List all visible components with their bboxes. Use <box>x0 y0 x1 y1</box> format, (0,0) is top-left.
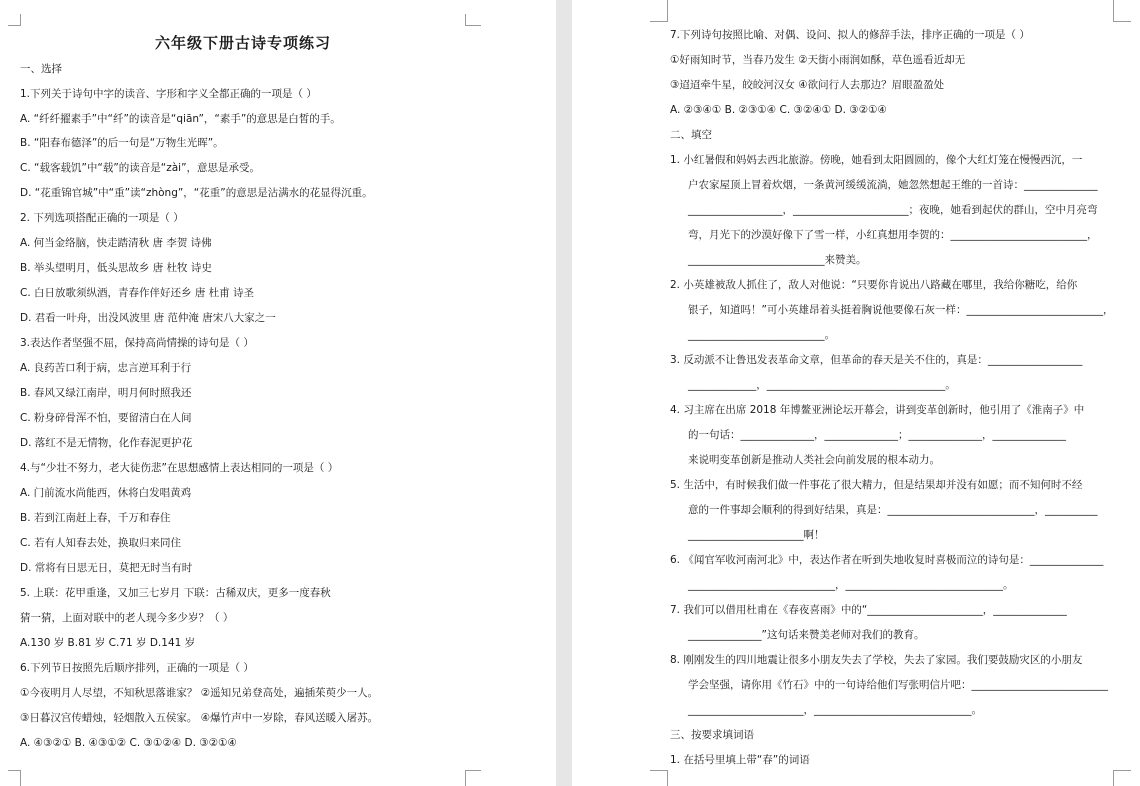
document-title: 六年级下册古诗专项练习 <box>154 34 331 52</box>
crop-mark <box>650 21 668 22</box>
answer-option: C. 白日放歌须纵酒，青春作伴好还乡 唐 杜甫 诗圣 <box>20 287 255 299</box>
section-heading-fill: 二、填空 <box>670 129 712 141</box>
question-text: ______________________，______________________________。 <box>688 704 982 716</box>
question-text: _____________，__________________________________。 <box>688 379 956 391</box>
question-text: 弯，月光下的沙漠好像下了雪一样，小红真想用李贺的：__________________________， <box>688 229 1098 241</box>
question-text: 5. 上联：花甲重逢，又加三七岁月 下联：古稀双庆，更多一度春秋 <box>20 587 331 599</box>
section-heading-words: 三、按要求填词语 <box>670 729 754 741</box>
right-page <box>572 0 1140 786</box>
answer-option: A. 门前流水尚能西，休将白发唱黄鸡 <box>20 487 192 499</box>
question-text: 5. 生活中，有时候我们做一件事花了很大精力，但是结果却并没有如愿；而不知何时不经 <box>670 479 1083 491</box>
crop-mark <box>1113 0 1114 22</box>
question-text: 4.与“少壮不努力，老大徒伤悲”在思想感情上表达相同的一项是（ ） <box>20 462 339 474</box>
answer-option: A. 何当金络脑，快走踏清秋 唐 李贺 诗佛 <box>20 237 212 249</box>
crop-mark <box>8 770 21 771</box>
question-text: 6. 《闻官军收河南河北》中，表达作者在听到失地收复时喜极而泣的诗句是：______________ <box>670 554 1104 566</box>
question-text: __________________________。 <box>688 329 835 341</box>
answer-option: D. 君看一叶舟，出没风波里 唐 范仲淹 唐宋八大家之一 <box>20 312 276 324</box>
answer-option: C. 粉身碎骨浑不怕，要留清白在人间 <box>20 412 192 424</box>
answer-option: D. “花重锦官城”中“重”读“zhòng”，“花重”的意思是沾满水的花显得沉重。 <box>20 187 373 199</box>
crop-mark <box>1113 770 1131 771</box>
question-text: 8. 刚刚发生的四川地震让很多小朋友失去了学校，失去了家园。我们要鼓励灾区的小朋友 <box>670 654 1083 666</box>
question-text: 银子，知道吗！”可小英雄昂着头挺着胸说他要像石灰一样：__________________________， <box>688 304 1114 316</box>
answer-option: ①今夜明月人尽望，不知秋思落谁家？ ②遥知兄弟登高处，遍插茱萸少一人。 <box>20 687 379 699</box>
answer-option: C. “载客载饥”中“载”的读音是“zài”，意思是承受。 <box>20 162 261 174</box>
question-text: 1. 小红暑假和妈妈去西北旅游。傍晚，她看到太阳圆圆的，像个大红灯笼在慢慢西沉，一 <box>670 154 1083 166</box>
answer-option: B. 举头望明月，低头思故乡 唐 杜牧 诗史 <box>20 262 212 274</box>
question-text: 猜一猜，上面对联中的老人现今多少岁？（ ） <box>20 612 234 624</box>
question-text: 4. 习主席在出席 2018 年博鳌亚洲论坛开幕会，讲到变革创新时，他引用了《淮南子》中 <box>670 404 1085 416</box>
answer-option: A. ④③②① B. ④③①② C. ③①②④ D. ③②①④ <box>20 737 237 749</box>
answer-option: D. 落红不是无情物，化作春泥更护花 <box>20 437 193 449</box>
question-text: 7.下列诗句按照比喻、对偶、设问、拟人的修辞手法，排序正确的一项是（ ） <box>670 29 1030 41</box>
answer-option: B. “阳春布德泽”的后一句是“万物生光晖”。 <box>20 137 224 149</box>
question-text: ______________________啊！ <box>688 529 825 541</box>
crop-mark <box>1113 770 1114 786</box>
answer-option: ①好雨知时节，当春乃发生 ②天街小雨润如酥，草色遥看近却无 <box>670 54 966 66</box>
answer-option: A. ②③④① B. ②③①④ C. ③②④① D. ③②①④ <box>670 104 887 116</box>
answer-option: A.130 岁 B.81 岁 C.71 岁 D.141 岁 <box>20 637 196 649</box>
question-text: ______________”这句话来赞美老师对我们的教育。 <box>688 629 925 641</box>
answer-option: ③迢迢牵牛星，皎皎河汉女 ④欲问行人去那边？眉眼盈盈处 <box>670 79 945 91</box>
page-gap <box>556 0 572 786</box>
answer-option: B. 春风又绿江南岸，明月何时照我还 <box>20 387 192 399</box>
question-text: 学会坚强，请你用《竹石》中的一句诗给他们写张明信片吧：__________________________ <box>688 679 1108 691</box>
question-text: 户农家屋顶上冒着炊烟，一条黄河缓缓流淌，她忽然想起王维的一首诗：______________ <box>688 179 1098 191</box>
answer-option: ③日暮汉宫传蜡烛，轻烟散入五侯家。 ④爆竹声中一岁除，春风送暖入屠苏。 <box>20 712 379 724</box>
question-text: __________________________来赞美。 <box>688 254 867 266</box>
answer-option: B. 若到江南赶上春，千万和春住 <box>20 512 171 524</box>
question-text: 3.表达作者坚强不屈，保持高尚情操的诗句是（ ） <box>20 337 254 349</box>
crop-mark <box>650 770 668 771</box>
answer-option: A. “纤纤擢素手”中“纤”的读音是“qiān”，“素手”的意思是白皙的手。 <box>20 113 341 125</box>
question-text: 意的一件事却会顺利的得到好结果，真是：____________________________，__________ <box>688 504 1098 516</box>
crop-mark <box>20 770 21 786</box>
crop-mark <box>8 25 21 26</box>
section-heading-choice: 一、选择 <box>20 63 62 75</box>
answer-option: A. 良药苦口利于病，忠言逆耳利于行 <box>20 362 192 374</box>
question-text: 2. 下列选项搭配正确的一项是（ ） <box>20 212 184 224</box>
question-text: 来说明变革创新是推动人类社会向前发展的根本动力。 <box>688 454 940 466</box>
crop-mark <box>1113 21 1131 22</box>
crop-mark <box>465 25 481 26</box>
answer-option: C. 若有人知春去处，换取归来同住 <box>20 537 182 549</box>
question-text: 7. 我们可以借用杜甫在《春夜喜雨》中的“______________________，______________ <box>670 604 1067 616</box>
question-text: 3. 反动派不让鲁迅发表革命文章，但革命的春天是关不住的，真是：__________________ <box>670 354 1083 366</box>
crop-mark <box>465 770 466 786</box>
question-text: 1. 在括号里填上带“春”的词语 <box>670 754 810 766</box>
crop-mark <box>667 770 668 786</box>
crop-mark <box>667 0 668 22</box>
crop-mark <box>465 770 481 771</box>
question-text: 的一句话：______________，______________；______________，______________ <box>688 429 1066 441</box>
answer-option: D. 常将有日思无日，莫把无时当有时 <box>20 562 193 574</box>
question-text: __________________，______________________；夜晚，她看到起伏的群山，空中月亮弯 <box>688 204 1098 216</box>
question-text: 2. 小英雄被敌人抓住了，敌人对他说：“只要你肯说出八路藏在哪里，我给你糖吃，给你 <box>670 279 1078 291</box>
question-text: 1.下列关于诗句中字的读音、字形和字义全都正确的一项是（ ） <box>20 88 317 100</box>
left-page <box>0 0 556 786</box>
question-text: 6.下列节日按照先后顺序排列，正确的一项是（ ） <box>20 662 254 674</box>
question-text: ____________________________，______________________________。 <box>688 579 1014 591</box>
